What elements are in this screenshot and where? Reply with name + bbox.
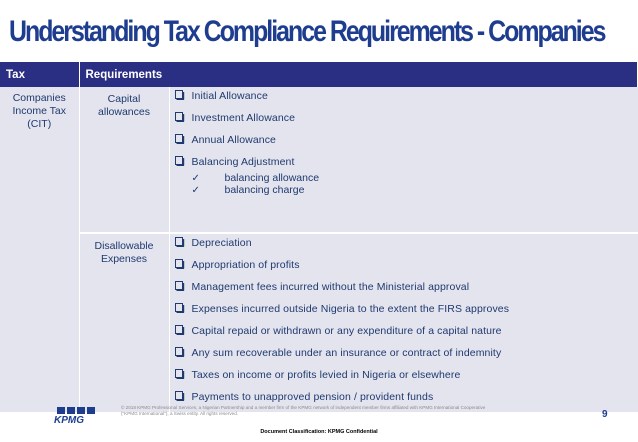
kpmg-logo xyxy=(53,407,101,425)
item-text: Balancing Adjustment xyxy=(191,156,295,168)
kpmg-logo-text: KPMG xyxy=(54,415,84,425)
item-text: Any sum recoverable under an insurance or contract of indemnity xyxy=(191,347,502,359)
tax-cell xyxy=(0,87,79,412)
sub-list-item xyxy=(192,172,632,184)
checkbox-bullet-icon xyxy=(175,259,185,269)
checkbox-bullet-icon xyxy=(175,391,185,401)
legal-line: ("KPMG International"), a Swiss entity. All rights reserved. xyxy=(121,411,239,416)
label-line: allowances xyxy=(98,106,150,118)
header-tax: Tax xyxy=(0,62,79,87)
list-item xyxy=(175,280,632,302)
item-text: Payments to unapproved pension / provident funds xyxy=(191,391,434,403)
tax-name-line: Companies xyxy=(12,92,66,104)
list-item xyxy=(175,258,632,280)
item-text: Annual Allowance xyxy=(191,134,276,146)
capital-allowances-list xyxy=(169,87,638,233)
legal-notice xyxy=(121,405,561,417)
checkbox-bullet-icon xyxy=(175,112,185,122)
list-item xyxy=(175,89,632,111)
tax-name-line: Income Tax xyxy=(12,105,66,117)
table-row xyxy=(0,233,638,412)
item-text: Capital repaid or withdrawn or any expenditure of a capital nature xyxy=(191,325,502,337)
item-text: Depreciation xyxy=(191,237,252,249)
header-requirements: Requirements xyxy=(79,62,638,87)
document-classification: Document Classification: KPMG Confidential xyxy=(260,429,378,435)
sub-list-item xyxy=(192,184,632,196)
checkbox-bullet-icon xyxy=(175,156,185,166)
page-number: 9 xyxy=(602,409,608,420)
checkbox-bullet-icon xyxy=(175,303,185,313)
item-text: Management fees incurred without the Ministerial approval xyxy=(191,281,470,293)
list-item xyxy=(175,346,632,368)
capital-allowances-label xyxy=(79,87,169,233)
checkbox-bullet-icon xyxy=(175,281,185,291)
item-text: Appropriation of profits xyxy=(191,259,300,271)
checkbox-bullet-icon xyxy=(175,369,185,379)
checkbox-bullet-icon xyxy=(175,237,185,247)
item-text: Initial Allowance xyxy=(191,90,268,102)
checkbox-bullet-icon xyxy=(175,134,185,144)
list-item xyxy=(175,368,632,390)
label-line: Capital xyxy=(107,93,141,105)
checkmark-icon: ✓ xyxy=(191,173,200,184)
label-line: Expenses xyxy=(100,253,148,265)
list-item xyxy=(175,236,632,258)
legal-line: © 2018 KPMG Professional Services, a Nigerian Partnership and a member firm of the KPMG network of independent member firms affiliated with KPMG International Cooperative xyxy=(121,405,486,410)
table-header-row xyxy=(0,62,638,87)
item-text: Expenses incurred outside Nigeria to the extent the FIRS approves xyxy=(191,303,510,315)
slide-title: Understanding Tax Compliance Requirements - Companies xyxy=(9,15,605,48)
checkbox-bullet-icon xyxy=(175,90,185,100)
checkbox-bullet-icon xyxy=(175,347,185,357)
checkmark-icon: ✓ xyxy=(191,185,200,196)
list-item xyxy=(175,302,632,324)
list-item xyxy=(175,324,632,346)
checkbox-bullet-icon xyxy=(175,325,185,335)
item-text: Investment Allowance xyxy=(191,112,296,124)
list-item xyxy=(175,133,632,155)
list-item xyxy=(175,111,632,133)
sub-item-text: balancing allowance xyxy=(224,172,320,184)
sub-item-text: balancing charge xyxy=(224,184,305,196)
label-line: Disallowable xyxy=(94,240,154,252)
disallowable-expenses-list xyxy=(169,233,638,412)
requirements-table xyxy=(0,62,638,412)
table-row xyxy=(0,87,638,233)
item-text: Taxes on income or profits levied in Nigeria or elsewhere xyxy=(191,369,461,381)
disallowable-expenses-label xyxy=(79,233,169,412)
tax-name-line: (CIT) xyxy=(27,118,52,130)
